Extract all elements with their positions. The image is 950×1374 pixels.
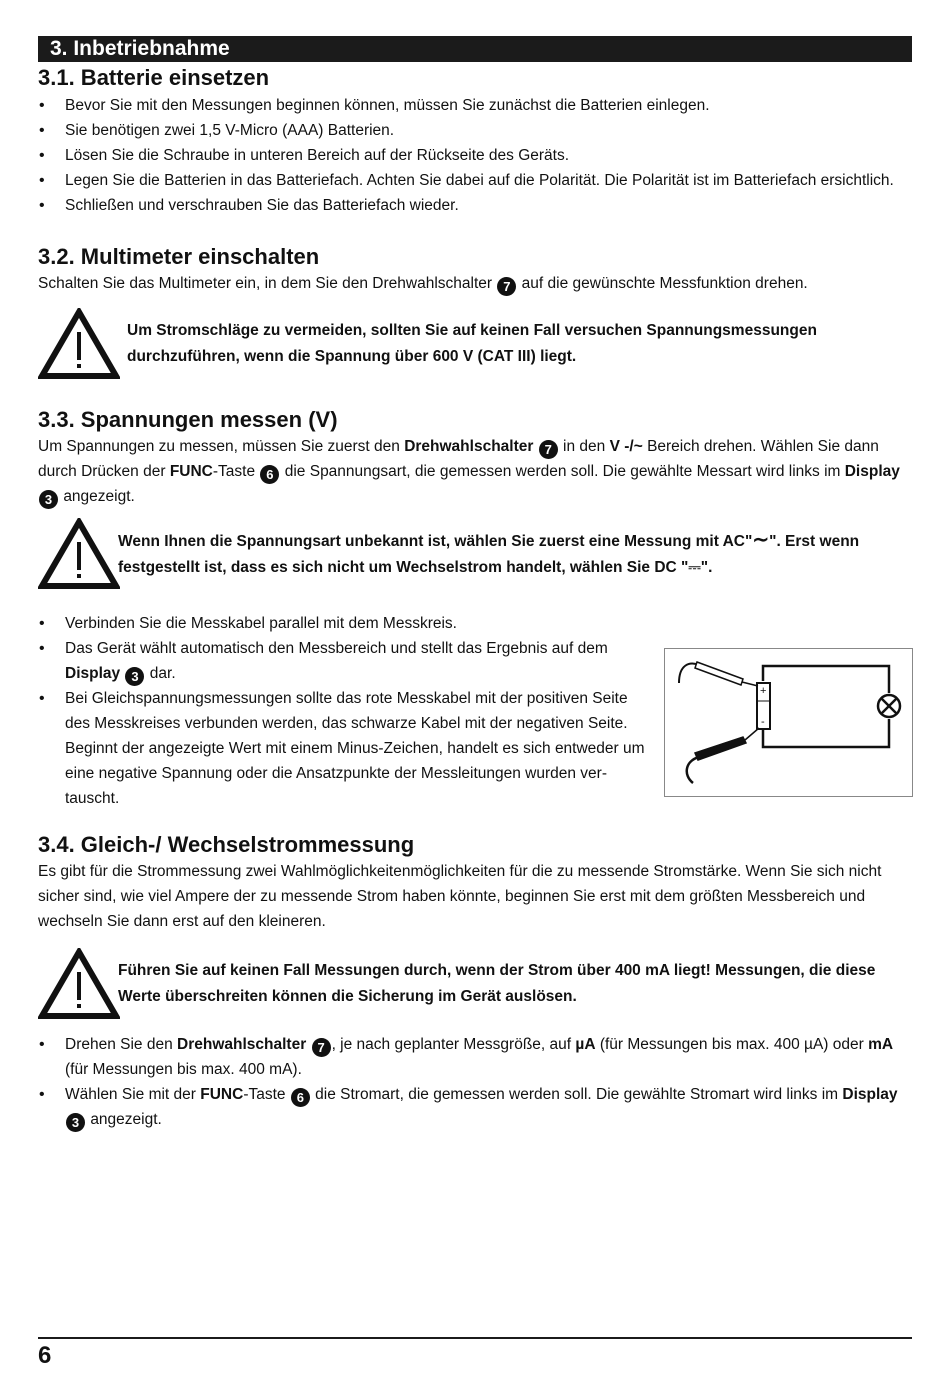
warning-triangle-icon [38,518,120,590]
list-item [38,636,648,686]
text-bold: FUNC [200,1086,244,1103]
text: Bereich drehen. Wählen Sie dann durch Drücken der [38,438,879,480]
text: (für Messungen bis max. 400 mA). [65,1061,302,1078]
text: , je nach geplanter Messgröße, auf [331,1036,572,1053]
text: -Taste [212,463,256,480]
text-bold: µA [575,1036,596,1053]
number-badge: 3 [66,1113,85,1132]
section-heading-3-3: 3.3. Spannungen messen (V) [38,407,338,432]
footer-divider [38,1337,912,1339]
section-heading-3-4: 3.4. Gleich-/ Wechselstrommessung [38,832,415,857]
text-bold: Display [844,463,900,480]
number-badge: 3 [39,490,58,509]
page-number: 6 [38,1342,52,1369]
warning-block [38,948,912,1020]
battery-plus-label: + [760,685,767,697]
text: Drehen Sie den [65,1036,173,1053]
text: Um Spannungen zu messen, müssen Sie zuerst den [38,438,400,455]
text: (für Messungen bis max. 400 µA) oder [599,1036,864,1053]
text: Wählen Sie mit der [65,1086,196,1103]
paragraph [38,271,912,296]
ac-symbol-icon: ∼ [752,529,770,551]
list-item: • Lösen Sie die Schraube in unteren Bereich auf der Rückseite des Geräts. [38,143,912,168]
text: Wenn Ihnen die Spannungsart unbekannt ist, wählen Sie zuerst eine Messung mit AC" [118,533,753,550]
text: Das Gerät wählt automatisch den Messbereich und stellt das Ergebnis auf dem [65,640,608,657]
list-item: • Sie benötigen zwei 1,5 V-Micro (AAA) Batterien. [38,118,912,143]
number-badge: 6 [260,465,279,484]
section-heading-3-1: 3.1. Batterie einsetzen [38,65,270,90]
circuit-diagram-figure [664,648,913,797]
warning-block [38,518,912,590]
voltage-measurement-circuit-illustration [665,649,912,796]
battery-steps-list [38,93,912,218]
warning-text: Um Stromschläge zu vermeiden, sollten Sie auf keinen Fall versuchen Spannungsmessungen durchzuführen, wenn die Spannung über 600 V (CAT III) liegt. [127,322,817,365]
dc-symbol-icon: ⎓ [688,559,701,576]
warning-text: Führen Sie auf keinen Fall Messungen durch, wenn der Strom über 400 mA liegt! Messungen, die diese Werte überschreiten können die Sicherung im Gerät auslösen. [118,962,876,1005]
warning-block [38,308,912,380]
list-item: • Verbinden Sie die Messkabel parallel mit dem Messkreis. [38,611,648,636]
list-item: • Bevor Sie mit den Messungen beginnen können, müssen Sie zunächst die Batterien einlegen. [38,93,912,118]
list-item [38,1082,912,1132]
text: dar. [149,665,176,682]
list-item: • Bei Gleichspannungsmessungen sollte das rote Messkabel mit der positiven Seite des Messkreises verbunden werden, das schwarze Kabel mit der negativen Seite. Beginnt der angezeigte Wert mit einem Minus-Zeichen, handelt es sich entweder um eine negative Spannung oder die Ansatzpunkte der Messleitungen wurden ver-tauscht. [38,686,648,811]
paragraph [38,434,912,509]
number-badge: 7 [497,277,516,296]
text-bold: Drehwahlschalter [404,438,534,455]
section-heading-3-2: 3.2. Multimeter einschalten [38,244,320,269]
list-item: • Schließen und verschrauben Sie das Batteriefach wieder. [38,193,912,218]
current-steps-list [38,1032,912,1132]
warning-triangle-icon [38,308,120,380]
text-bold: Display [842,1086,898,1103]
chapter-title: 3. Inbetriebnahme [38,36,912,62]
number-badge: 7 [312,1038,331,1057]
number-badge: 3 [125,667,144,686]
warning-triangle-icon [38,948,120,1020]
text-bold: Drehwahlschalter [177,1036,307,1053]
number-badge: 7 [539,440,558,459]
text: in den [563,438,606,455]
text: die Spannungsart, die gemessen werden soll. Die gewählte Messart wird links im [284,463,841,480]
list-item: • Legen Sie die Batterien in das Batteriefach. Achten Sie dabei auf die Polarität. Die Polarität ist im Batteriefach ersichtlich. [38,168,912,193]
page-content [38,36,912,1132]
paragraph: Es gibt für die Strommessung zwei Wahlmöglichkeitenmöglichkeiten für die zu messende Stromstärke. Wenn Sie sich nicht sicher sind, wie viel Ampere der zu messende Strom haben könnte, beginnen Sie erst mit dem größten Messbereich und wechseln Sie dann erst auf den kleineren. [38,863,882,930]
text-bold: mA [868,1036,894,1053]
voltage-steps-list [38,611,648,811]
battery-minus-label: - [761,716,765,728]
text: -Taste [243,1086,286,1103]
text: Schalten Sie das Multimeter ein, in dem Sie den Drehwahlschalter [38,275,493,292]
text: angezeigt. [63,488,135,505]
text-bold: V -/~ [609,438,643,455]
text-bold: FUNC [169,463,213,480]
warning-text [118,527,912,581]
text: auf die gewünschte Messfunktion drehen. [521,275,808,292]
text: ". [700,559,713,576]
text-bold: Display [65,665,121,682]
list-item [38,1032,912,1082]
text: angezeigt. [90,1111,162,1128]
number-badge: 6 [291,1088,310,1107]
text: ". Erst wenn festgestellt ist, dass es sich nicht um Wechselstrom handelt, wählen Sie DC " [118,533,860,576]
text: die Stromart, die gemessen werden soll. Die gewählte Stromart wird links im [315,1086,839,1103]
